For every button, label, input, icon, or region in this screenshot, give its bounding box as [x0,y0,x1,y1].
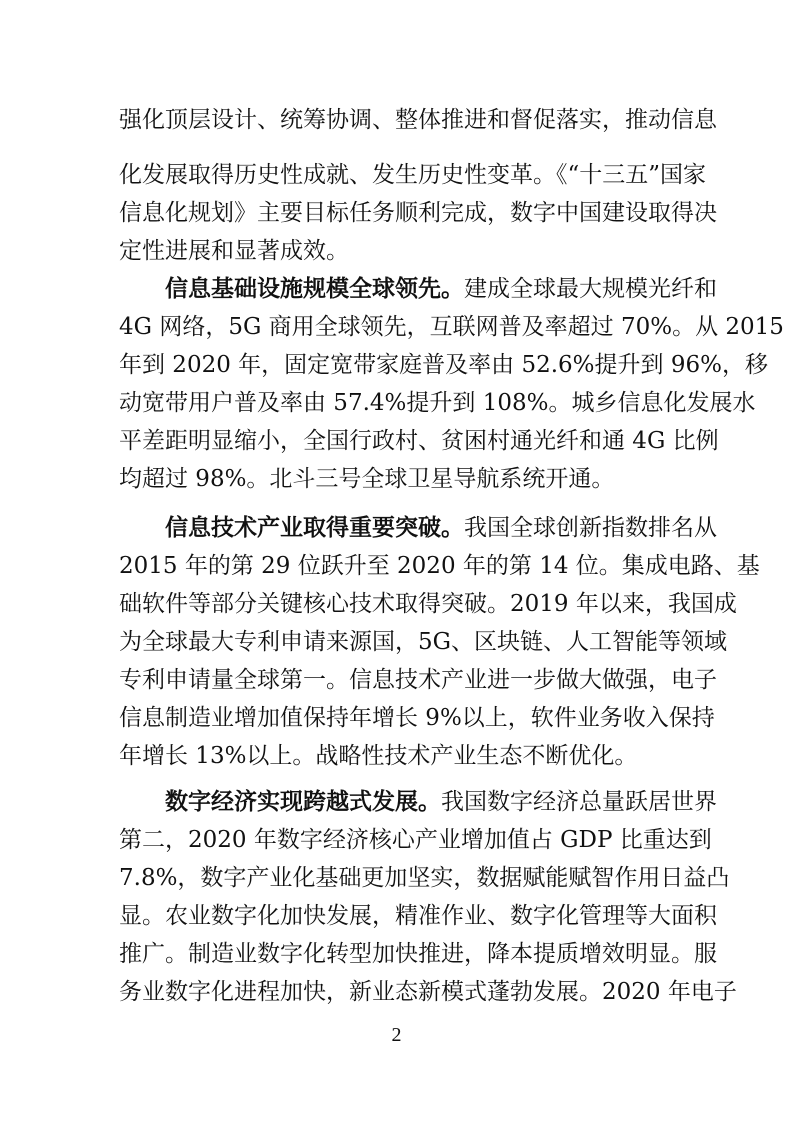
paragraph-4-first-line-text: 我国数字经济总量跃居世界 [441,789,717,815]
paragraph-2-first-line [165,269,717,309]
paragraph-1-line-2: 化发展取得历史性成就、发生历史性变革。《“十三五”国家 [119,162,707,188]
paragraph-4-line-2: 第二，2020 年数字经济核心产业增加值占 GDP 比重达到 [119,827,712,853]
paragraph-3-heading: 信息技术产业取得重要突破。 [165,514,464,541]
paragraph-4-line-4: 显。农业数字化加快发展，精准作业、数字化管理等大面积 [119,903,717,929]
paragraph-1-line-4: 定性进展和显著成效。 [119,238,349,264]
paragraph-2-line-2: 4G 网络，5G 商用全球领先，互联网普及率超过 70%。从 2015 [119,314,784,340]
paragraph-4-line-3: 7.8%，数字产业化基础更加坚实，数据赋能赋智作用日益凸 [119,865,730,891]
paragraph-2-line-3: 年到 2020 年，固定宽带家庭普及率由 52.6%提升到 96%，移 [119,352,768,378]
paragraph-2-first-line-text: 建成全球最大规模光纤和 [464,276,717,302]
paragraph-3-first-line-text: 我国全球创新指数排名从 [464,515,717,541]
paragraph-1-line-3: 信息化规划》主要目标任务顺利完成，数字中国建设取得决 [119,200,717,226]
paragraph-3-first-line [165,508,717,548]
paragraph-2-heading: 信息基础设施规模全球领先。 [165,275,464,302]
paragraph-3-line-3: 础软件等部分关键核心技术取得突破。2019 年以来，我国成 [119,591,737,617]
paragraph-2-line-4: 动宽带用户普及率由 57.4%提升到 108%。城乡信息化发展水 [119,390,756,416]
paragraph-1-line-1: 强化顶层设计、统筹协调、整体推进和督促落实，推动信息 [119,107,717,133]
paragraph-4-line-6: 务业数字化进程加快，新业态新模式蓬勃发展。2020 年电子 [119,979,737,1005]
paragraph-3-line-5: 专利申请量全球第一。信息技术产业进一步做大做强，电子 [119,667,717,693]
paragraph-4-first-line [165,782,717,822]
paragraph-3-line-6: 信息制造业增加值保持年增长 9%以上，软件业务收入保持 [119,705,715,731]
paragraph-2-line-5: 平差距明显缩小，全国行政村、贫困村通光纤和通 4G 比例 [119,428,719,454]
paragraph-3-line-7: 年增长 13%以上。战略性技术产业生态不断优化。 [119,743,638,769]
paragraph-2-line-6: 均超过 98%。北斗三号全球卫星导航系统开通。 [119,466,615,492]
paragraph-4-heading: 数字经济实现跨越式发展。 [165,788,441,815]
page-number: 2 [391,1024,402,1046]
paragraph-3-line-2: 2015 年的第 29 位跃升至 2020 年的第 14 位。集成电路、基 [119,553,760,579]
paragraph-3-line-4: 为全球最大专利申请来源国，5G、区块链、人工智能等领域 [119,629,728,655]
paragraph-4-line-5: 推广。制造业数字化转型加快推进，降本提质增效明显。服 [119,941,717,967]
